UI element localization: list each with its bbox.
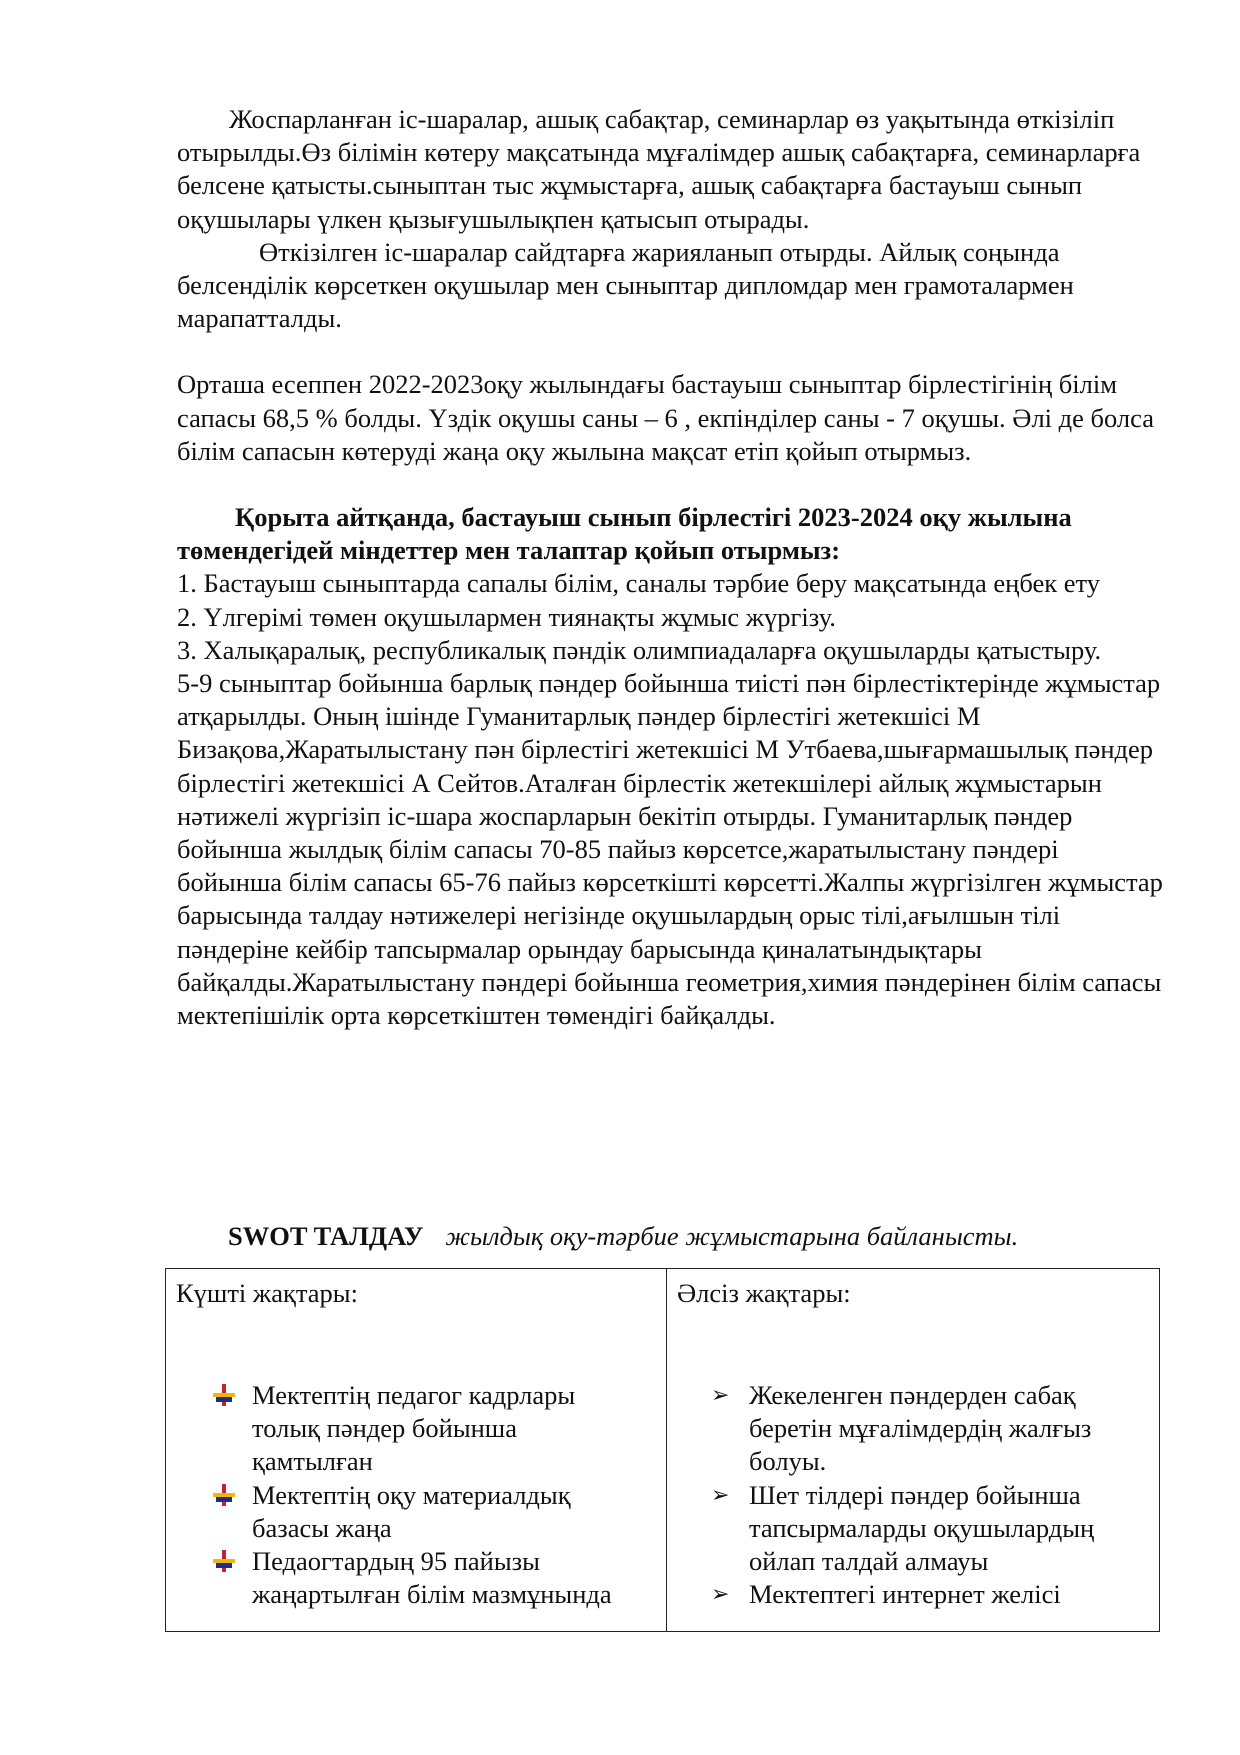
pin-bullet-icon	[212, 1383, 236, 1407]
strength-text: Мектептің оқу материалдық базасы жаңа	[252, 1479, 571, 1543]
strengths-list	[212, 1379, 632, 1611]
weakness-item	[709, 1479, 1154, 1579]
task-item-1: 1. Бастауыш сыныптарда сапалы білім, саналы тәрбие беру мақсатында еңбек ету	[177, 568, 1100, 599]
weakness-item	[709, 1379, 1154, 1479]
paragraph-events: Жоспарланған іс-шаралар, ашық сабақтар, семинарлар өз уақытында өткізіліп отырылды.Өз білімін көтеру мақсатында мұғалімдер ашық сабақтарға, семинарларға белсене қатысты.сыныптан тыс жұмыстарға, ашық сабақтарға бастауыш сынып оқушылары үлкен қызығушылықпен қатысып отырады.	[177, 104, 1141, 234]
weaknesses-column	[667, 1269, 1159, 1631]
paragraph-subject-associations: 5-9 сыныптар бойынша барлық пәндер бойынша тиісті пән бірлестіктерінде жұмыстар атқарылды. Оның ішінде Гуманитарлық пәндер бірлестігі жетекшісі М Бизақова,Жаратылыстану пән бірлестігі жетекшісі М Утбаева,шығармашылық пәндер бірлестігі жетекшісі А Сейтов.Аталған бірлестік жетекшілері айлық жұмыстарын нәтижелі жүргізіп іс-шара жоспарларын бекітіп отырды. Гуманитарлық пәндер бойынша жылдық білім сапасы 70-85 пайыз көрсетсе,жаратылыстану пәндері бойынша білім сапасы 65-76 пайыз көрсеткішті көрсетті.Жалпы жүргізілген жұмыстар барысында талдау нәтижелері негізінде оқушылардың орыс тілі,ағылшын тілі пәндеріне кейбір тапсырмалар орындау барысында қиналатындықтары байқалды.Жаратылыстану пәндері бойынша геометрия,химия пәндерінен білім сапасы мектепішілік орта көрсеткіштен төмендігі байқалды.	[177, 668, 1163, 1031]
weaknesses-header: Әлсіз жақтары:	[677, 1278, 851, 1308]
body-text	[177, 103, 1167, 1032]
strength-text: Педаогтардың 95 пайызы жаңартылған білім мазмұнында	[252, 1546, 612, 1610]
weakness-item	[709, 1578, 1154, 1611]
task-item-2: 2. Үлгерімі төмен оқушылармен тиянақты жұмыс жүргізу.	[177, 601, 836, 632]
arrow-bullet-icon: ➢	[711, 1482, 730, 1508]
paragraph-published: Өткізілген іс-шаралар сайдтарға жарияланып отырды. Айлық соңында белсенділік көрсеткен оқушылар мен сыныптар дипломдар мен грамоталармен марапатталды.	[177, 236, 1074, 334]
strengths-column	[166, 1269, 667, 1631]
strength-item	[212, 1545, 632, 1611]
spacer	[177, 335, 1167, 368]
strength-item	[212, 1379, 632, 1479]
swot-title	[228, 1220, 1018, 1253]
paragraph-quality: Орташа есеппен 2022-2023оқу жылындағы бастауыш сыныптар бірлестігінің білім сапасы 68,5 % болды. Үздік оқушы саны – 6 , екпінділер саны - 7 оқушы. Әлі де болса білім сапасын көтеруді жаңа оқу жылына мақсат етіп қойып отырмыз.	[177, 369, 1154, 466]
swot-table	[165, 1268, 1160, 1632]
paragraph-conclusion-heading: Қорыта айтқанда, бастауыш сынып бірлестігі 2023-2024 оқу жылына төмендегідей міндеттер мен талаптар қойып отырмыз:	[177, 502, 1072, 566]
task-item-3: 3. Халықаралық, республикалық пәндік олимпиадаларға оқушыларды қатыстыру.	[177, 634, 1102, 665]
weakness-text: Шет тілдері пәндер бойынша тапсырмаларды оқушылардың ойлап талдай алмауы	[749, 1479, 1095, 1577]
arrow-bullet-icon: ➢	[711, 1383, 730, 1408]
weakness-text: Жекеленген пәндерден сабақ беретін мұғалімдердің жалғыз болуы.	[749, 1380, 1092, 1477]
pin-bullet-icon	[212, 1483, 236, 1507]
pin-bullet-icon	[212, 1549, 236, 1573]
swot-title-bold: SWOT ТАЛДАУ	[228, 1221, 424, 1251]
arrow-bullet-icon: ➢	[711, 1582, 730, 1608]
strength-item	[212, 1479, 632, 1545]
weakness-text: Мектептегі интернет желісі	[749, 1579, 1061, 1610]
spacer	[177, 468, 1167, 501]
weaknesses-list	[709, 1379, 1154, 1611]
swot-title-subtitle: жылдық оқу-тәрбие жұмыстарына байланысты.	[445, 1221, 1019, 1251]
strengths-header: Күшті жақтары:	[176, 1278, 358, 1308]
strength-text: Мектептің педагог кадрлары толық пәндер бойынша қамтылған	[252, 1380, 576, 1477]
